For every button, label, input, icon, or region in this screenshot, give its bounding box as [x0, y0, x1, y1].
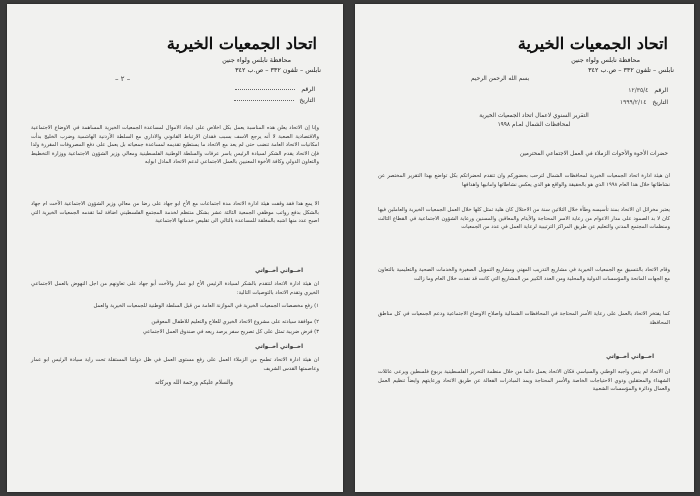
- date-label: التاريخ: [652, 99, 668, 106]
- date-label: التاريخ: [299, 97, 315, 104]
- recommendation-item: ٣) فرض ضريبة تمثل على كل تصريح سفر يرصد ريعه في صندوق العمل الاجتماعي: [142, 329, 319, 335]
- recommendation-item: ١) رفع مخصصات الجمعيات الخيرية في الموازنة العامة من قبل السلطة الوطنية للجمعيات الخيرية والعمل: [93, 303, 319, 309]
- org-subtitle: محافظة نابلس ولواء جنين: [222, 56, 291, 64]
- ref-field: [628, 87, 668, 94]
- subject-block: [434, 112, 634, 130]
- body-paragraph: ان هيئة ادارة اتحاد الجمعيات الخيرية لمحافظات الشمال لترحب بحضوركم وان تتقدم لحضراتكم بكل تواضع بهذا التقرير المختصر عن نشاطاتها خلال هذا العام ١٩٩٨ الذي هو بالحقيقة والواقع هو الذي يعكس نشاطاتها وامانيها واهدافها: [378, 173, 670, 188]
- ref-value: ١٢/٣٥/٤: [628, 87, 649, 94]
- body-paragraph: ان الاتحاد لم ينس واجبه الوطني والسياسي فكان الاتحاد يعمل دائما من خلال منظمة التحرير الفلسطينية بربوع فلسطين ويرعى عائلات الشهداء والمعتقلين وذوي الاحتياجات الخاصة والأسر المحتاجة ويمد المبادرات الفعالة عن طريق الاتحاد ورعايتهم وايضاً تنظيم العمل والعمال ودائرة والمؤسسات الشعبية: [378, 369, 670, 393]
- org-title: اتحاد الجمعيات الخيرية: [166, 34, 317, 53]
- body-paragraph: كما يفتخر الاتحاد بالعمل على رعاية الأسر المحتاجة في المحافظات الشمالية واصلاح الاوضاع الاجتماعية ودعم الجمعيات في كل مناطق المحافظة: [378, 311, 670, 326]
- body-paragraph: وقام الاتحاد بالتنسيق مع الجمعيات الخيرية في مشاريع التدريب المهني ومشاريع التمويل الصغيرة والخدمات الصحية والتعليمية بالتعاون مع الجهات المانحة والمؤسسات الدولية والمحلية ومن العدد الكبير من المشاريع التي كانت قد نفذت خلال العام وما زالت: [378, 267, 670, 282]
- page-number: – ٢ –: [115, 75, 131, 83]
- date-value: ١٩٩٩/٢/١٤: [619, 99, 647, 106]
- ref-label: الرقم: [301, 86, 315, 93]
- thanks-heading: اخــواني أخــواتي: [255, 268, 303, 274]
- org-title: اتحاد الجمعيات الخيرية: [517, 34, 668, 53]
- org-contact: نابلس – تلفون ٣٣٢ – ص.ب ٣٤٢: [588, 66, 674, 74]
- basmala: بسم الله الرحمن الرحيم: [471, 76, 530, 82]
- ref-label: الرقم: [654, 87, 668, 94]
- date-field: [620, 99, 668, 106]
- section-heading: اخــواني أخــواتي: [606, 354, 654, 360]
- sign-off: والسلام عليكم ورحمة الله وبركاته: [154, 380, 233, 386]
- document-page-left: [7, 4, 343, 492]
- date-field: [234, 97, 316, 104]
- salutation: حضرات الأخوة والأخوات الزملاء في العمل الاجتماعي المحترمين: [519, 151, 668, 157]
- subject-line: التقرير السنوي لاعمال اتحاد الجمعيات الخيرية: [479, 113, 589, 119]
- body-paragraph: الا يمع هذا فقد وقفت هيئة ادارة الاتحاد مدة اجتماعات مع الأخ ابو جهاد على رضا من معالي وزير الشؤون الاجتماعية الأخت ام جهاد بالشكل بدفع رواتب موظفي الجمعية الثالثة عشر بشكل منتظم لخدمة المجتمع الفلسطيني اضافة لما تقدمه الجمعيات الخيرية التي اصبح عدد منها اشبه بالمغلقة للمساعدة بالتالي الى تقليص خدماتها الاجتماعية: [31, 201, 319, 225]
- body-paragraph: يعتبر مخرائل ان الاتحاد بمنذ تأسيسه وطأة خلال الثلاثين سنة من الاحتلال كان هلية تمثل كلها خلال العمل الجمعيات الخيرية والعاملين فيها كان لا بد الصمود على مدار الاعوام من رعاية الاسر المحتاجة والأيتام والمعاقين والمسنين ورعاية الشؤون الاجتماعية في القطاع الثالث ومنظمات المجتمع المدني والتعليم عن طريق المراكز الترتيبية لرعاية العمل في عدد من الجمعيات: [378, 207, 670, 231]
- body-paragraph: وإنا إن الاتحاد يعلن هذه المناسبة يعمل بكل اخلاص على ايجاد الاموال لمساعدة الجمعيات الخيرية المساهمة في الاوضاع الاجتماعية والاقتصادية الصعبة لا أنه يرجع الاسف بسبب فقدان الارتباط القانوني والاداري مع السلطة الأردنية الهاشمية وضرب الخليج بدأت امكانيات الاتحاد العامة تنضب حتى لم يعد مع الاتحاد ما يستطيع تقديمه لمساعدة جمعياته بل يعمل على دفع المصروفات المقررة ولذا فإن الاتحاد يقدم الشكر لسيادة الرئيس ياسر عرفات والسلطة الوطنية الفلسطينية ومعالي وزير الشؤون الاجتماعية ووزارة التخطيط والتعاون الدولي وكافة الأخوة المعنيين بالعمل الاجتماعي لدعم الاتحاد الماذل ابوابه: [31, 125, 319, 166]
- closing-heading: اخــواني أخــواتي: [255, 344, 303, 350]
- recommendation-item: ٢) موافقة سيادته على مشروع الاتحاد الخيري للعلاج والتعليم للاطفال المعوقين: [151, 319, 319, 325]
- org-subtitle: محافظة نابلس ولواء جنين: [571, 56, 640, 64]
- org-contact: نابلس – تلفون ٣٣٢ – ص.ب ٣٤٢: [235, 66, 321, 74]
- thanks-body: ان هيئة ادارة الاتحاد لتتقدم بالشكر لسيادة الرئيس الأخ ابو عمار والأخت أبو جهاد على تعاونهم من اجل النهوض بالعمل الاجتماعي الخيري وتقدم الاتحاد بالتوصيات التالية:: [31, 281, 319, 296]
- document-page-right: [355, 4, 694, 492]
- closing-body: ان هيئة ادارة الاتحاد تطمح من الزملاء العمل على رفع مستوى العمل في ظل دولتنا المستقلة تحت راية سيادة الرئيس ابو عمار وعاصمتها القدس الشريف: [31, 357, 319, 372]
- ref-field: [235, 86, 315, 93]
- subject-line: لمحافظات الشمال لعـام ١٩٩٨: [497, 122, 571, 128]
